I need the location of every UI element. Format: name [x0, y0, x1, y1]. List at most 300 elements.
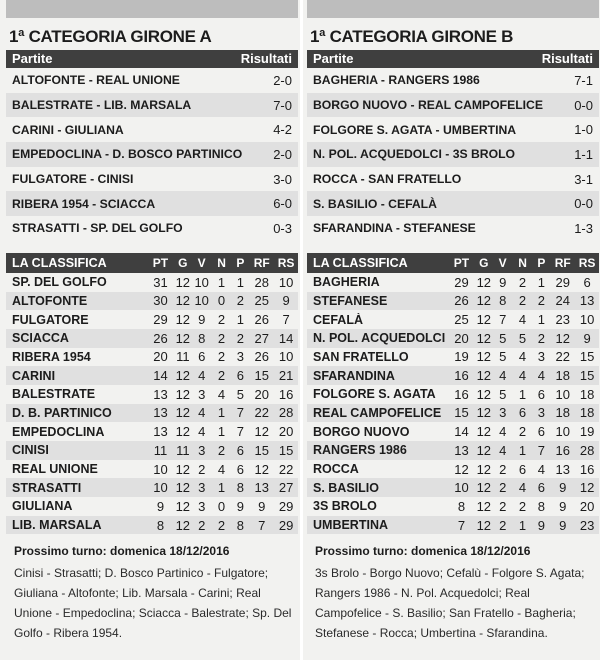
standings-value: 8 [156, 517, 165, 533]
standings-value: 26 [254, 349, 269, 365]
standings-value: 26 [254, 312, 269, 328]
standings-value: 3 [198, 480, 206, 496]
standings-value: 10 [194, 274, 209, 290]
standings-row [6, 422, 298, 441]
match-result: 1-0 [574, 122, 593, 138]
team-name: FOLGORE S. AGATA [313, 387, 436, 402]
match-result: 3-0 [273, 171, 292, 187]
matches-header [6, 50, 298, 68]
match-result: 0-0 [574, 97, 593, 113]
standings-value: 2 [518, 293, 527, 309]
team-name: ALTOFONTE [12, 293, 88, 308]
standings-row [307, 460, 599, 479]
standings-value: 8 [198, 330, 206, 346]
match-result: 6-0 [273, 196, 292, 212]
standings-value: 8 [236, 480, 245, 496]
match-row [6, 117, 298, 142]
match-teams: RIBERA 1954 - SCIACCA [12, 196, 156, 211]
team-name: REAL CAMPOFELICE [313, 405, 442, 420]
standings-value: 28 [254, 274, 269, 290]
standings-value: 2 [537, 330, 546, 346]
top-band [6, 0, 298, 18]
standings-col-header: P [537, 255, 546, 270]
standings-value: 7 [282, 312, 290, 328]
match-row [307, 216, 599, 241]
standings-value: 2 [236, 330, 245, 346]
standings-value: 12 [476, 293, 492, 309]
standings-value: 9 [559, 480, 567, 496]
match-result: 7-1 [574, 72, 593, 88]
standings-value: 2 [198, 461, 206, 477]
standings-value: 12 [175, 330, 191, 346]
standings-value: 2 [499, 461, 507, 477]
standings-value: 12 [476, 461, 492, 477]
standings-value: 29 [555, 274, 570, 290]
standings-value: 2 [499, 480, 507, 496]
standings-value: 30 [153, 293, 168, 309]
standings-col-header: PT [453, 255, 470, 270]
standings-row [307, 422, 599, 441]
standings-col-header: G [479, 255, 489, 270]
standings-value: 2 [217, 368, 226, 384]
standings-value: 4 [499, 424, 507, 440]
standings-value: 8 [537, 498, 546, 514]
standings-value: 9 [156, 498, 165, 514]
match-row [307, 191, 599, 216]
standings-value: 13 [454, 442, 469, 458]
standings-row [6, 460, 298, 479]
standings-value: 13 [579, 293, 595, 309]
standings-row [6, 310, 298, 329]
results-header-label: Risultati [240, 51, 292, 66]
standings-value: 5 [518, 330, 527, 346]
standings-value: 9 [559, 498, 567, 514]
standings-value: 6 [537, 386, 546, 402]
standings-value: 20 [454, 330, 469, 346]
standings-value: 1 [217, 274, 226, 290]
standings-value: 22 [254, 405, 269, 421]
standings-col-header: RF [554, 255, 571, 270]
standings-value: 2 [217, 330, 226, 346]
standings-value: 12 [175, 498, 191, 514]
standings-value: 4 [537, 461, 546, 477]
standings-value: 0 [217, 293, 226, 309]
standings-value: 1 [217, 405, 226, 421]
standings-row [307, 292, 599, 311]
standings-value: 29 [278, 498, 294, 514]
standings-value: 1 [236, 312, 245, 328]
match-result: 3-1 [574, 171, 593, 187]
standings-value: 12 [476, 517, 492, 533]
standings-value: 6 [537, 480, 546, 496]
matches-header-label: Partite [313, 51, 354, 66]
team-name: 3S BROLO [313, 499, 377, 514]
team-name: RANGERS 1986 [313, 443, 407, 458]
standings-value: 29 [454, 274, 469, 290]
standings-value: 3 [537, 405, 546, 421]
match-row [307, 68, 599, 93]
standings-value: 18 [555, 405, 570, 421]
match-teams: FOLGORE S. AGATA - UMBERTINA [313, 122, 517, 137]
standings-value: 12 [476, 312, 492, 328]
group-title: 1ª CATEGORIA GIRONE A [9, 27, 212, 46]
standings-value: 12 [175, 293, 191, 309]
standings-col-header: N [217, 255, 226, 270]
standings-value: 9 [236, 498, 245, 514]
standings-value: 13 [254, 480, 269, 496]
standings-value: 12 [555, 330, 570, 346]
match-result: 2-0 [273, 72, 292, 88]
match-result: 0-0 [574, 196, 593, 212]
standings-value: 4 [499, 442, 507, 458]
standings-value: 12 [476, 424, 492, 440]
standings-value: 12 [476, 274, 492, 290]
next-round: Prossimo turno: domenica 18/12/2016 [315, 544, 531, 559]
team-name: CEFALÀ [313, 312, 363, 327]
standings-row [307, 478, 599, 497]
standings-value: 2 [236, 293, 245, 309]
standings-value: 4 [518, 349, 527, 365]
next-fixtures: Cinisi - Strasatti; D. Bosco Partinico - Fulgatore; Giuliana - Altofonte; Lib. Marsala - Carini; Real Unione - Empedoclina; Sciacca - Balestrate; Sp. Del Golfo - Ribera 1954. [14, 566, 292, 641]
standings-value: 12 [254, 461, 269, 477]
group-a-column [6, 0, 298, 660]
spacer [6, 241, 298, 253]
team-name: S. BASILIO [313, 480, 379, 495]
team-name: FULGATORE [12, 312, 89, 327]
match-teams: N. POL. ACQUEDOLCI - 3S BROLO [313, 147, 516, 162]
standings-value: 16 [454, 368, 469, 384]
standings-value: 27 [278, 480, 294, 496]
team-name: CINISI [12, 443, 49, 458]
standings-value: 2 [198, 517, 206, 533]
standings-row [307, 273, 599, 292]
standings-value: 12 [476, 330, 492, 346]
match-row [6, 142, 298, 167]
standings-value: 2 [499, 517, 507, 533]
standings-header [6, 253, 298, 273]
team-name: SAN FRATELLO [313, 349, 409, 364]
standings-value: 16 [579, 461, 595, 477]
standings-value: 4 [198, 405, 206, 421]
standings-value: 12 [175, 424, 191, 440]
standings-value: 12 [476, 480, 492, 496]
standings-row [6, 292, 298, 311]
standings-header-label: LA CLASSIFICA [313, 255, 408, 270]
standings-row [6, 348, 298, 367]
standings-value: 10 [278, 274, 294, 290]
standings-value: 1 [518, 442, 527, 458]
match-result: 4-2 [273, 122, 292, 138]
standings-value: 4 [217, 386, 226, 402]
standings-value: 12 [175, 405, 191, 421]
standings-header [307, 253, 599, 273]
team-name: D. B. PARTINICO [12, 405, 112, 420]
team-name: EMPEDOCLINA [12, 424, 105, 439]
standings-value: 16 [555, 442, 570, 458]
standings-value: 12 [476, 368, 492, 384]
next-fixtures: 3s Brolo - Borgo Nuovo; Cefalù - Folgore S. Agata; Rangers 1986 - N. Pol. Acquedolci; Real Campofelice - S. Basilio; San Fratello - Bagheria; Stefanese - Rocca; Umbertina - Sfarandina. [315, 566, 585, 641]
team-name: BORGO NUOVO [313, 424, 410, 439]
match-teams: BAGHERIA - RANGERS 1986 [313, 73, 480, 88]
standings-value: 19 [579, 424, 595, 440]
standings-value: 27 [254, 330, 269, 346]
standings-value: 12 [476, 405, 492, 421]
standings-value: 1 [537, 312, 546, 328]
standings-value: 6 [236, 442, 245, 458]
standings-value: 10 [194, 293, 209, 309]
standings-row [6, 329, 298, 348]
standings-value: 18 [579, 386, 595, 402]
standings-value: 6 [537, 424, 546, 440]
standings-value: 15 [278, 442, 294, 458]
next-round: Prossimo turno: domenica 18/12/2016 [14, 544, 230, 559]
standings-value: 1 [518, 517, 527, 533]
team-name: REAL UNIONE [12, 462, 98, 477]
results-header-label: Risultati [541, 51, 593, 66]
standings-value: 10 [153, 461, 168, 477]
standings-value: 14 [278, 330, 294, 346]
standings-value: 6 [236, 368, 245, 384]
standings-value: 18 [579, 405, 595, 421]
standings-value: 9 [537, 517, 546, 533]
standings-value: 23 [579, 517, 595, 533]
standings-value: 16 [454, 386, 469, 402]
standings-value: 5 [499, 330, 507, 346]
standings-col-header: V [197, 255, 206, 270]
standings-value: 8 [499, 293, 507, 309]
standings-value: 24 [555, 293, 570, 309]
standings-row [6, 516, 298, 535]
standings-value: 7 [236, 405, 245, 421]
standings-value: 7 [537, 442, 546, 458]
standings-row [6, 497, 298, 516]
standings-value: 5 [499, 349, 507, 365]
spacer [307, 241, 599, 253]
team-name: STRASATTI [12, 480, 82, 495]
standings-value: 13 [153, 386, 168, 402]
standings-row [6, 273, 298, 292]
top-band [307, 0, 599, 18]
match-result: 0-3 [273, 220, 292, 236]
match-teams: SFARANDINA - STEFANESE [313, 221, 476, 236]
standings-value: 20 [153, 349, 168, 365]
standings-value: 2 [537, 293, 546, 309]
standings-value: 4 [198, 368, 206, 384]
standings-value: 3 [198, 386, 206, 402]
standings-value: 11 [176, 442, 190, 458]
standings-value: 4 [518, 312, 527, 328]
standings-value: 12 [476, 498, 492, 514]
standings-value: 20 [278, 424, 294, 440]
standings-value: 28 [579, 442, 595, 458]
team-name: BAGHERIA [313, 275, 380, 290]
standings-row [6, 366, 298, 385]
standings-value: 5 [236, 386, 245, 402]
standings-value: 10 [278, 349, 294, 365]
standings-value: 10 [555, 424, 570, 440]
standings-value: 25 [254, 293, 269, 309]
standings-value: 26 [153, 330, 168, 346]
standings-value: 8 [457, 498, 466, 514]
standings-row [6, 478, 298, 497]
standings-value: 15 [579, 368, 595, 384]
match-row [6, 93, 298, 118]
standings-value: 15 [454, 405, 469, 421]
standings-row [307, 329, 599, 348]
standings-value: 21 [278, 368, 294, 384]
match-teams: BORGO NUOVO - REAL CAMPOFELICE [313, 98, 543, 113]
standings-value: 23 [555, 312, 570, 328]
standings-value: 3 [198, 498, 206, 514]
standings-value: 6 [236, 461, 245, 477]
standings-value: 9 [499, 274, 507, 290]
standings-value: 26 [454, 293, 469, 309]
standings-row [307, 310, 599, 329]
match-teams: S. BASILIO - CEFALÀ [313, 196, 437, 211]
standings-value: 7 [258, 517, 266, 533]
standings-value: 19 [454, 349, 469, 365]
standings-value: 1 [236, 274, 245, 290]
standings-col-header: V [498, 255, 507, 270]
standings-col-header: N [518, 255, 527, 270]
standings-value: 2 [518, 424, 527, 440]
standings-value: 3 [499, 405, 507, 421]
team-name: SP. DEL GOLFO [12, 275, 107, 290]
standings-value: 4 [217, 461, 226, 477]
standings-row [6, 385, 298, 404]
match-teams: FULGATORE - CINISI [12, 172, 134, 187]
standings-row [6, 404, 298, 423]
match-teams: ROCCA - SAN FRATELLO [313, 172, 462, 187]
column-divider [300, 0, 303, 660]
standings-row [307, 497, 599, 516]
match-row [307, 167, 599, 192]
match-row [6, 167, 298, 192]
standings-value: 12 [175, 274, 191, 290]
standings-row [307, 366, 599, 385]
standings-value: 6 [518, 461, 527, 477]
standings-value: 2 [499, 498, 507, 514]
standings-value: 14 [454, 424, 469, 440]
standings-value: 20 [579, 498, 595, 514]
match-row [6, 216, 298, 241]
team-name: BALESTRATE [12, 387, 96, 402]
standings-value: 1 [217, 480, 226, 496]
standings-row [307, 441, 599, 460]
standings-value: 12 [476, 386, 492, 402]
matches-header-label: Partite [12, 51, 53, 66]
standings-value: 29 [153, 312, 168, 328]
team-name: RIBERA 1954 [12, 349, 91, 364]
match-teams: BALESTRATE - LIB. MARSALA [12, 98, 192, 113]
match-result: 7-0 [273, 97, 292, 113]
standings-value: 9 [559, 517, 567, 533]
standings-value: 10 [555, 386, 570, 402]
standings-value: 2 [217, 349, 226, 365]
standings-value: 7 [499, 312, 507, 328]
team-name: UMBERTINA [313, 518, 388, 533]
standings-value: 2 [518, 498, 527, 514]
match-result: 1-3 [574, 220, 593, 236]
match-row [307, 93, 599, 118]
standings-value: 5 [499, 386, 507, 402]
standings-col-header: RS [578, 255, 596, 270]
standings-value: 4 [499, 368, 507, 384]
team-name: SCIACCA [12, 331, 69, 346]
match-teams: CARINI - GIULIANA [12, 122, 124, 137]
standings-col-header: RF [253, 255, 270, 270]
match-teams: STRASATTI - SP. DEL GOLFO [12, 221, 183, 236]
team-name: GIULIANA [12, 499, 73, 514]
standings-value: 6 [583, 274, 591, 290]
standings-header-label: LA CLASSIFICA [12, 255, 107, 270]
standings-row [307, 404, 599, 423]
standings-value: 6 [518, 405, 527, 421]
standings-value: 4 [518, 480, 527, 496]
match-result: 1-1 [574, 146, 593, 162]
standings-row [307, 516, 599, 535]
standings-value: 12 [175, 368, 191, 384]
standings-value: 16 [278, 386, 294, 402]
group-title: 1ª CATEGORIA GIRONE B [310, 27, 514, 46]
standings-value: 12 [476, 349, 492, 365]
match-row [307, 117, 599, 142]
team-name: N. POL. ACQUEDOLCI [313, 331, 446, 346]
match-teams: EMPEDOCLINA - D. BOSCO PARTINICO [12, 147, 243, 162]
standings-value: 11 [153, 442, 168, 458]
standings-value: 0 [217, 498, 226, 514]
standings-value: 4 [198, 424, 206, 440]
standings-col-header: G [178, 255, 188, 270]
standings-col-header: PT [152, 255, 169, 270]
standings-value: 12 [476, 442, 492, 458]
standings-value: 13 [555, 461, 570, 477]
standings-value: 6 [198, 349, 206, 365]
standings-value: 22 [278, 461, 294, 477]
standings-value: 9 [258, 498, 266, 514]
standings-value: 2 [518, 274, 527, 290]
standings-value: 8 [236, 517, 245, 533]
standings-value: 9 [282, 293, 290, 309]
standings-value: 12 [175, 461, 191, 477]
standings-value: 20 [254, 386, 269, 402]
standings-value: 15 [254, 442, 269, 458]
team-name: ROCCA [313, 462, 359, 477]
match-row [6, 68, 298, 93]
match-row [6, 191, 298, 216]
standings-value: 7 [236, 424, 245, 440]
standings-value: 25 [454, 312, 469, 328]
standings-col-header: RS [277, 255, 295, 270]
standings-value: 9 [583, 330, 591, 346]
standings-value: 12 [579, 480, 595, 496]
standings-col-header: P [236, 255, 245, 270]
standings-value: 28 [278, 405, 294, 421]
team-name: SFARANDINA [313, 368, 395, 383]
standings-value: 12 [175, 517, 191, 533]
standings-row [307, 385, 599, 404]
standings-value: 13 [153, 405, 168, 421]
standings-value: 3 [236, 349, 245, 365]
team-name: STEFANESE [313, 293, 388, 308]
standings-value: 3 [198, 442, 206, 458]
standings-value: 3 [537, 349, 546, 365]
standings-value: 2 [217, 312, 226, 328]
standings-value: 15 [254, 368, 269, 384]
match-result: 2-0 [273, 146, 292, 162]
standings-value: 12 [175, 480, 191, 496]
standings-value: 15 [579, 349, 595, 365]
